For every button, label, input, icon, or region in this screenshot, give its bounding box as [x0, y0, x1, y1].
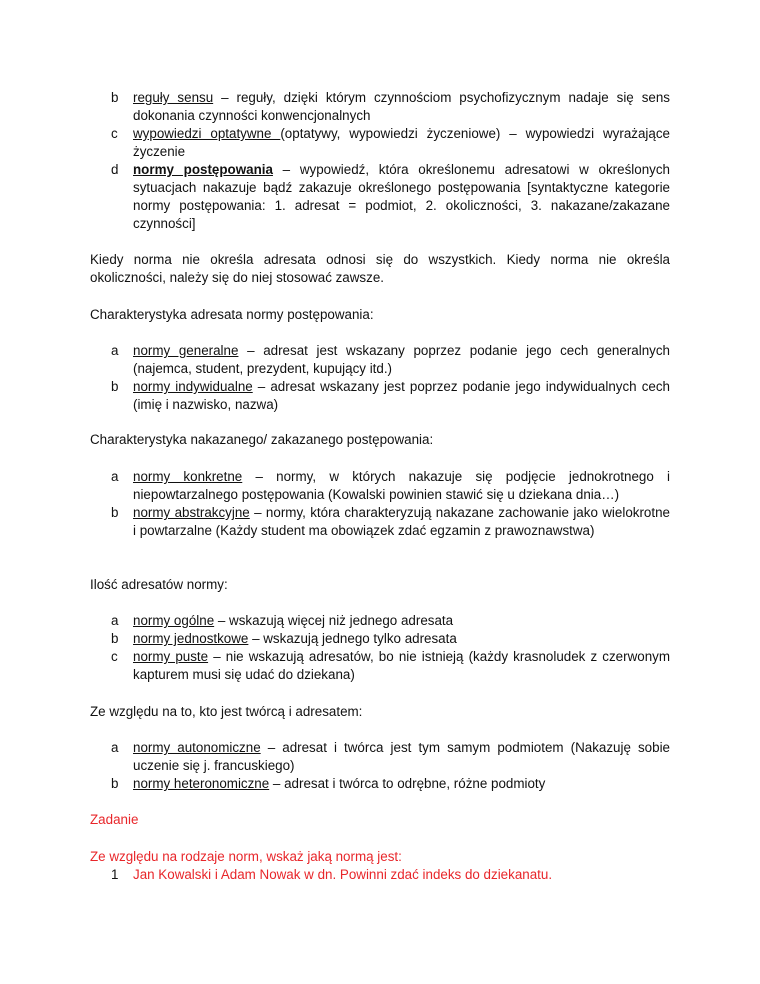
- definition-text: – adresat wskazany jest poprzez podanie jego indywidualnych cech (imię i nazwisko, nazwa): [133, 379, 670, 412]
- list-marker: a: [111, 613, 119, 628]
- list-item: [111, 342, 670, 378]
- definition-text: – normy, która charakteryzują nakazane zachowanie jako wielokrotne i powtarzalne (Każdy student ma obowiązek zdać egzamin z prawoznawstwa): [133, 505, 670, 538]
- term: normy generalne: [133, 343, 239, 358]
- term-wypowiedzi-optatywne: wypowiedzi optatywne: [133, 126, 281, 141]
- definition-text: – nie wskazują adresatów, bo nie istnieją (każdy krasnoludek z czerwonym kapturem musi się udać do dziekana): [133, 649, 670, 682]
- list-item: [111, 89, 670, 125]
- list-item: [111, 125, 670, 161]
- paragraph: [90, 251, 670, 287]
- addressee-count-list: [111, 612, 670, 684]
- definition-text: – wypowiedź, która określonemu adresatowi w określonych sytuacjach nakazuje bądź zakazuje określonego postępowania [syntaktyczne kategorie normy postępowania: 1. adresat = podmiot, 2. okoliczności, 3. nakazane/zakazane czynności]: [133, 162, 670, 231]
- list-item: [111, 161, 670, 233]
- list-item: [111, 504, 670, 540]
- definition-text: – adresat i twórca to odrębne, różne podmioty: [269, 776, 546, 791]
- list-marker: b: [111, 631, 119, 646]
- section-heading: Charakterystyka adresata normy postępowania:: [90, 307, 374, 322]
- term-reguly-sensu: reguły sensu: [133, 90, 214, 105]
- author-list: [111, 739, 670, 793]
- addressee-list: [111, 342, 670, 414]
- list-marker: b: [111, 90, 119, 105]
- list-item: [111, 648, 670, 684]
- list-marker: c: [111, 649, 118, 664]
- task-list: [111, 866, 670, 884]
- list-item: [111, 866, 670, 884]
- list-item: [111, 775, 670, 793]
- definition-text: – wskazują jednego tylko adresata: [248, 631, 457, 646]
- list-item: [111, 630, 670, 648]
- task-title: Zadanie: [90, 812, 139, 827]
- definitions-list: [111, 89, 670, 233]
- list-item: [111, 378, 670, 414]
- list-marker: a: [111, 469, 119, 484]
- definition-text: – adresat i twórca jest tym samym podmiotem (Nakazuję sobie uczenie się j. francuskiego): [133, 740, 670, 773]
- term: normy abstrakcyjne: [133, 505, 250, 520]
- task-instruction: Ze względu na rodzaje norm, wskaż jaką normą jest:: [90, 849, 402, 864]
- list-marker: c: [111, 126, 118, 141]
- term: normy heteronomiczne: [133, 776, 270, 791]
- conduct-list: [111, 468, 670, 540]
- section-heading: Ze względu na to, kto jest twórcą i adresatem:: [90, 704, 363, 719]
- list-marker: d: [111, 162, 119, 177]
- term: normy puste: [133, 649, 209, 664]
- list-marker: a: [111, 740, 119, 755]
- list-marker: b: [111, 776, 119, 791]
- list-item: [111, 612, 670, 630]
- list-marker: a: [111, 343, 119, 358]
- task-item-text: Jan Kowalski i Adam Nowak w dn. Powinni zdać indeks do dziekanatu.: [133, 867, 553, 882]
- term: normy jednostkowe: [133, 631, 249, 646]
- term: normy konkretne: [133, 469, 243, 484]
- term: normy ogólne: [133, 613, 215, 628]
- list-marker: 1: [111, 867, 119, 882]
- list-marker: b: [111, 505, 119, 520]
- list-item: [111, 468, 670, 504]
- definition-text: (optatywy, wypowiedzi życzeniowe) – wypowiedzi wyrażające życzenie: [133, 126, 670, 159]
- definition-text: – normy, w których nakazuje się podjęcie jednokrotnego i niepowtarzalnego postępowania (Kowalski powinien stawić się u dziekana dnia…): [133, 469, 671, 502]
- list-marker: b: [111, 379, 119, 394]
- term-normy-postepowania: normy postępowania: [133, 162, 273, 177]
- section-heading: Charakterystyka nakazanego/ zakazanego postępowania:: [90, 432, 434, 447]
- definition-text: – adresat jest wskazany poprzez podanie jego cech generalnych (najemca, student, prezydent, kupujący itd.): [133, 343, 670, 376]
- term: normy autonomiczne: [133, 740, 261, 755]
- definition-text: – wskazują więcej niż jednego adresata: [214, 613, 454, 628]
- paragraph-text: Kiedy norma nie określa adresata odnosi się do wszystkich. Kiedy norma nie określa okoliczności, należy się do niej stosować zawsze.: [90, 252, 670, 285]
- term: normy indywidualne: [133, 379, 253, 394]
- list-item: [111, 739, 670, 775]
- section-heading: Ilość adresatów normy:: [90, 577, 228, 592]
- definition-text: – reguły, dzięki którym czynnościom psychofizycznym nadaje się sens dokonania czynności konwencjonalnych: [133, 90, 670, 123]
